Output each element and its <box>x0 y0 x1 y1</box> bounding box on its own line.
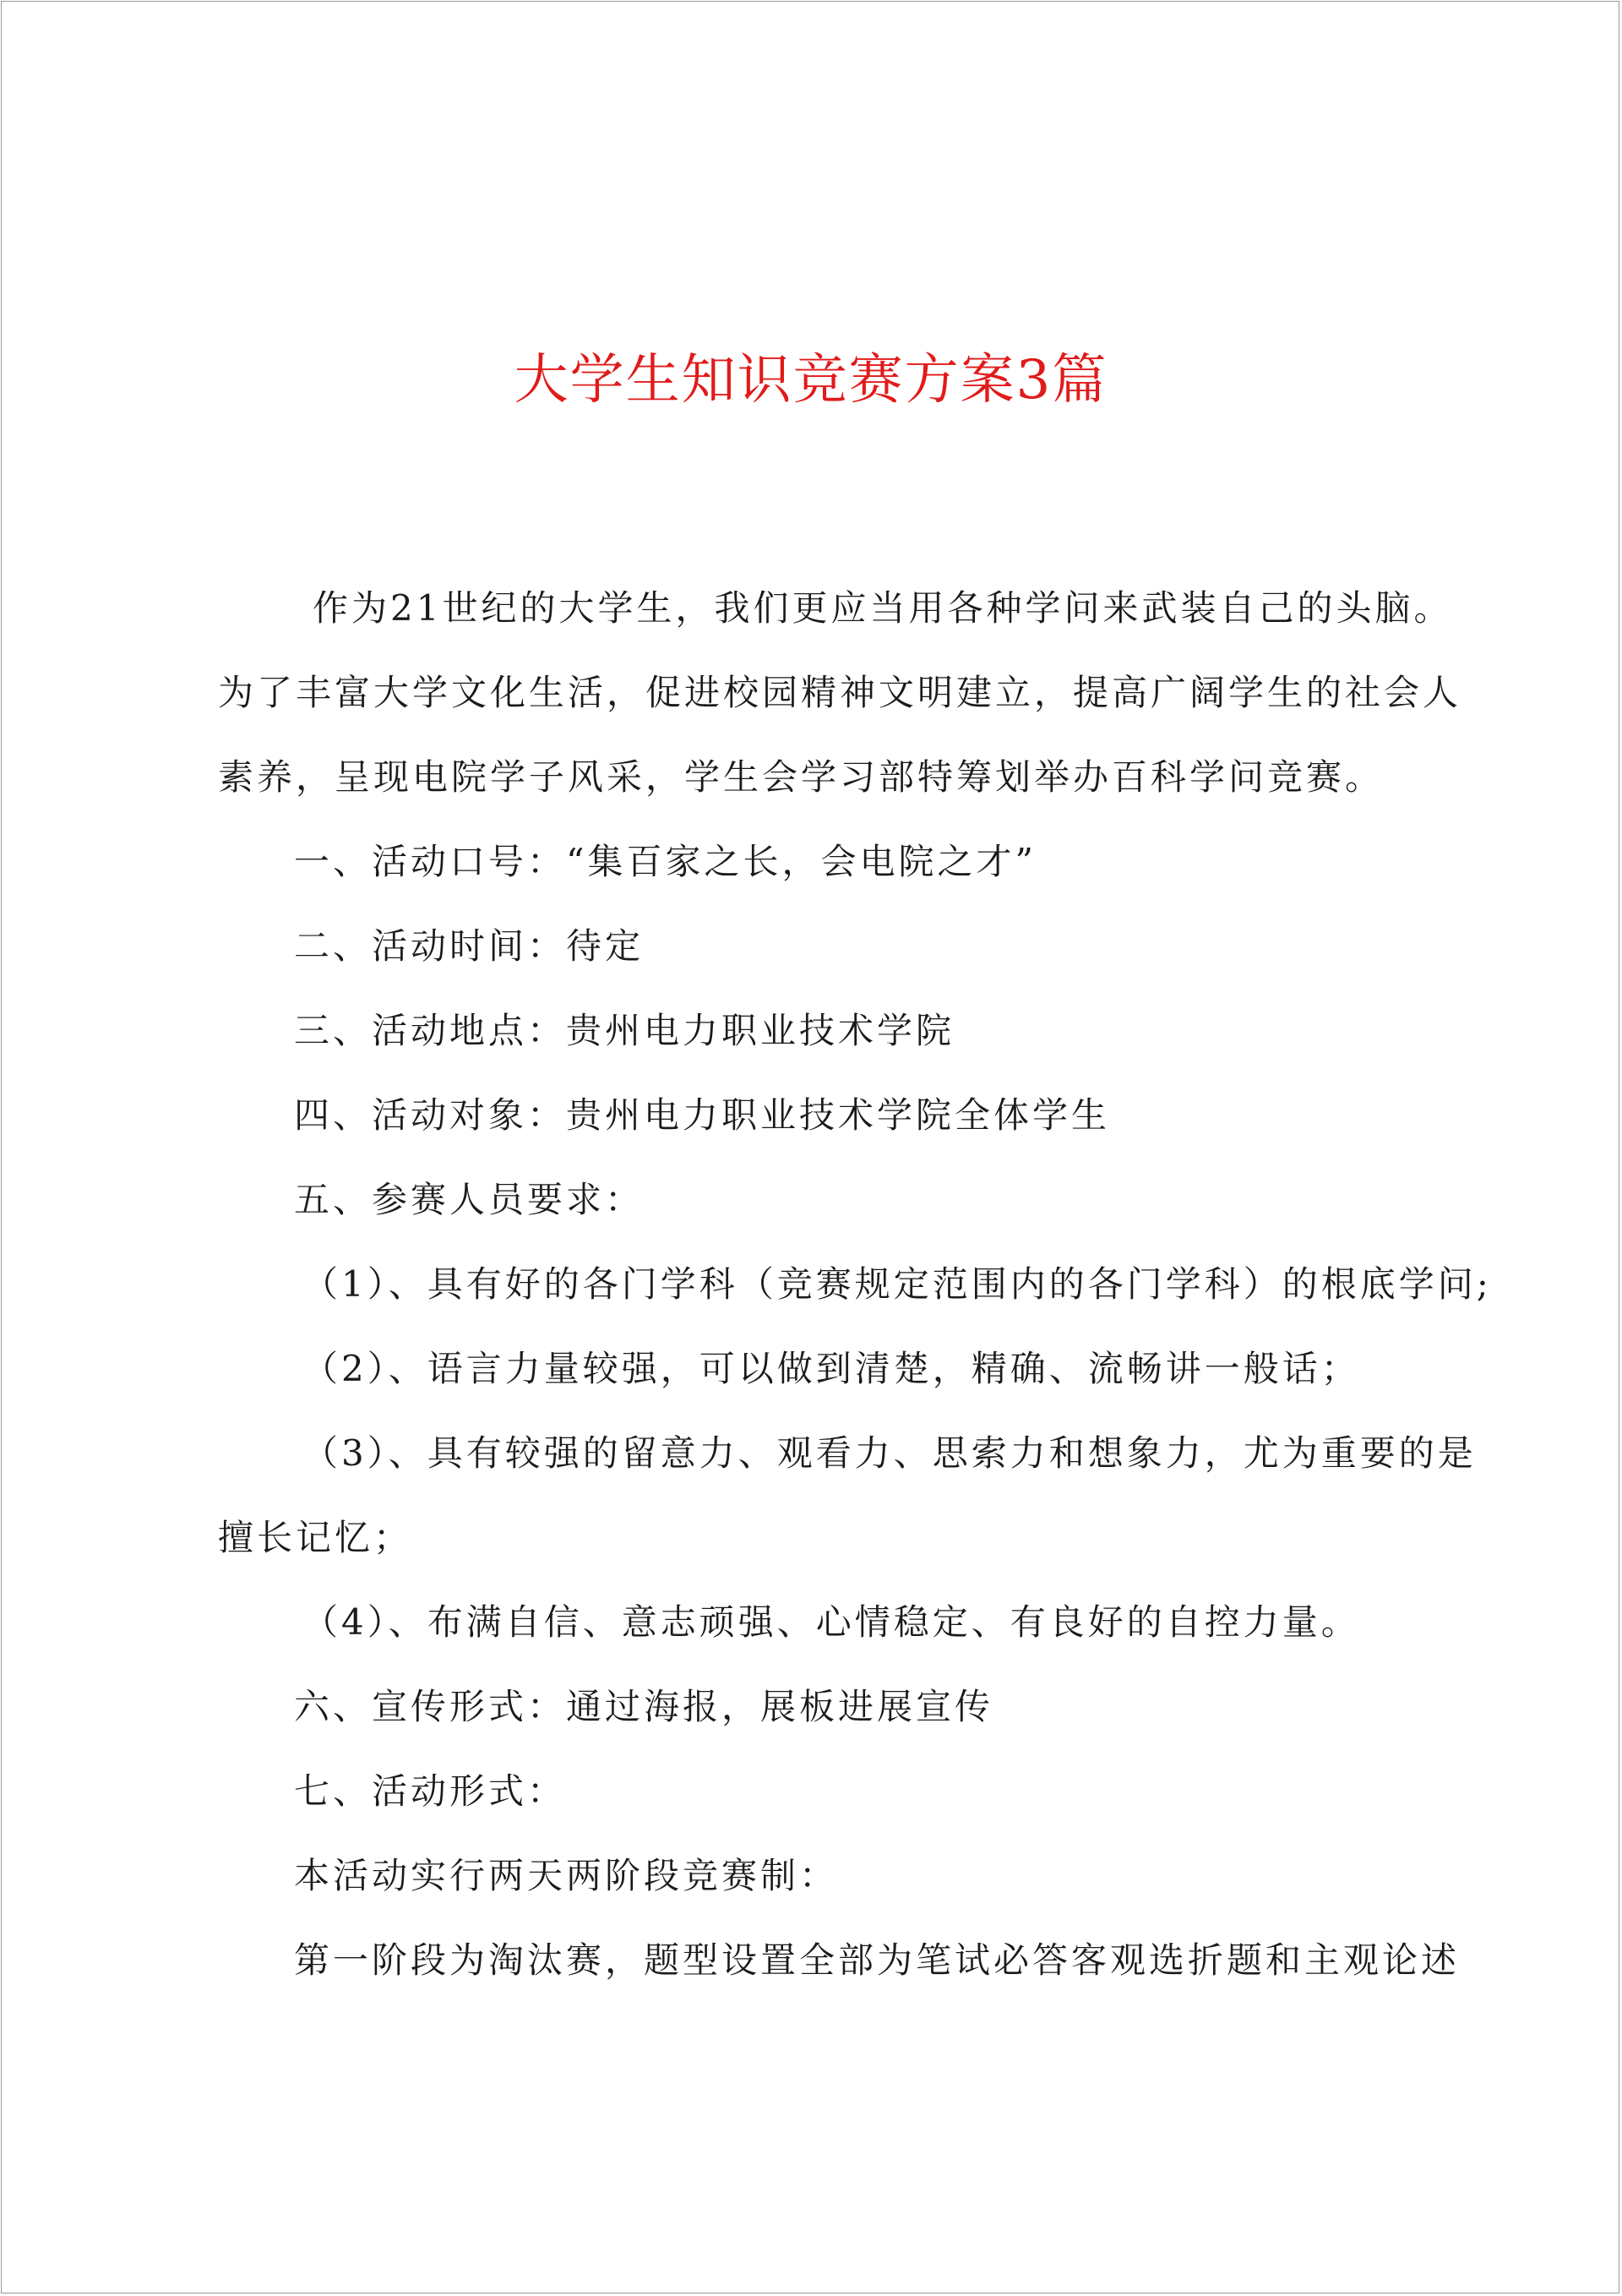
document-title: 大学生知识竞赛方案3篇 <box>514 349 1108 412</box>
list-item-requirement-4: （4）、布满自信、意志顽强、心情稳定、有良好的自控力量。 <box>302 1601 1360 1643</box>
list-item-requirement-3: （3）、具有较强的留意力、观看力、思索力和想象力，尤为重要的是 <box>302 1432 1477 1474</box>
section-heading-time: 二、活动时间：待定 <box>294 925 645 967</box>
list-item-requirement-2: （2）、语言力量较强，可以做到清楚，精确、流畅讲一般话； <box>302 1348 1360 1389</box>
section-heading-slogan: 一、活动口号：“集百家之长，会电院之才” <box>294 841 1037 882</box>
section-heading-requirements: 五、参赛人员要求： <box>294 1179 645 1220</box>
section-heading-location: 三、活动地点：贵州电力职业技术学院 <box>294 1010 955 1051</box>
list-item-requirement-3-cont: 擅长记忆； <box>218 1517 413 1558</box>
paragraph-line: 为了丰富大学文化生活，促进校园精神文明建立，提高广阔学生的社会人 <box>218 672 1462 713</box>
paragraph-line: 素养，呈现电院学子风采，学生会学习部特筹划举办百科学问竞赛。 <box>218 756 1385 798</box>
section-heading-publicity: 六、宣传形式：通过海报，展板进展宣传 <box>294 1686 994 1727</box>
paragraph-line: 作为21世纪的大学生，我们更应当用各种学问来武装自己的头脑。 <box>313 587 1453 629</box>
paragraph-line: 第一阶段为淘汰赛，题型设置全部为笔试必答客观选折题和主观论述 <box>294 1939 1461 1981</box>
section-heading-audience: 四、活动对象：贵州电力职业技术学院全体学生 <box>294 1094 1111 1136</box>
section-heading-format: 七、活动形式： <box>294 1770 567 1812</box>
paragraph-line: 本活动实行两天两阶段竞赛制： <box>294 1855 839 1896</box>
list-item-requirement-1: （1）、具有好的各门学科（竞赛规定范围内的各门学科）的根底学问; <box>302 1263 1492 1305</box>
